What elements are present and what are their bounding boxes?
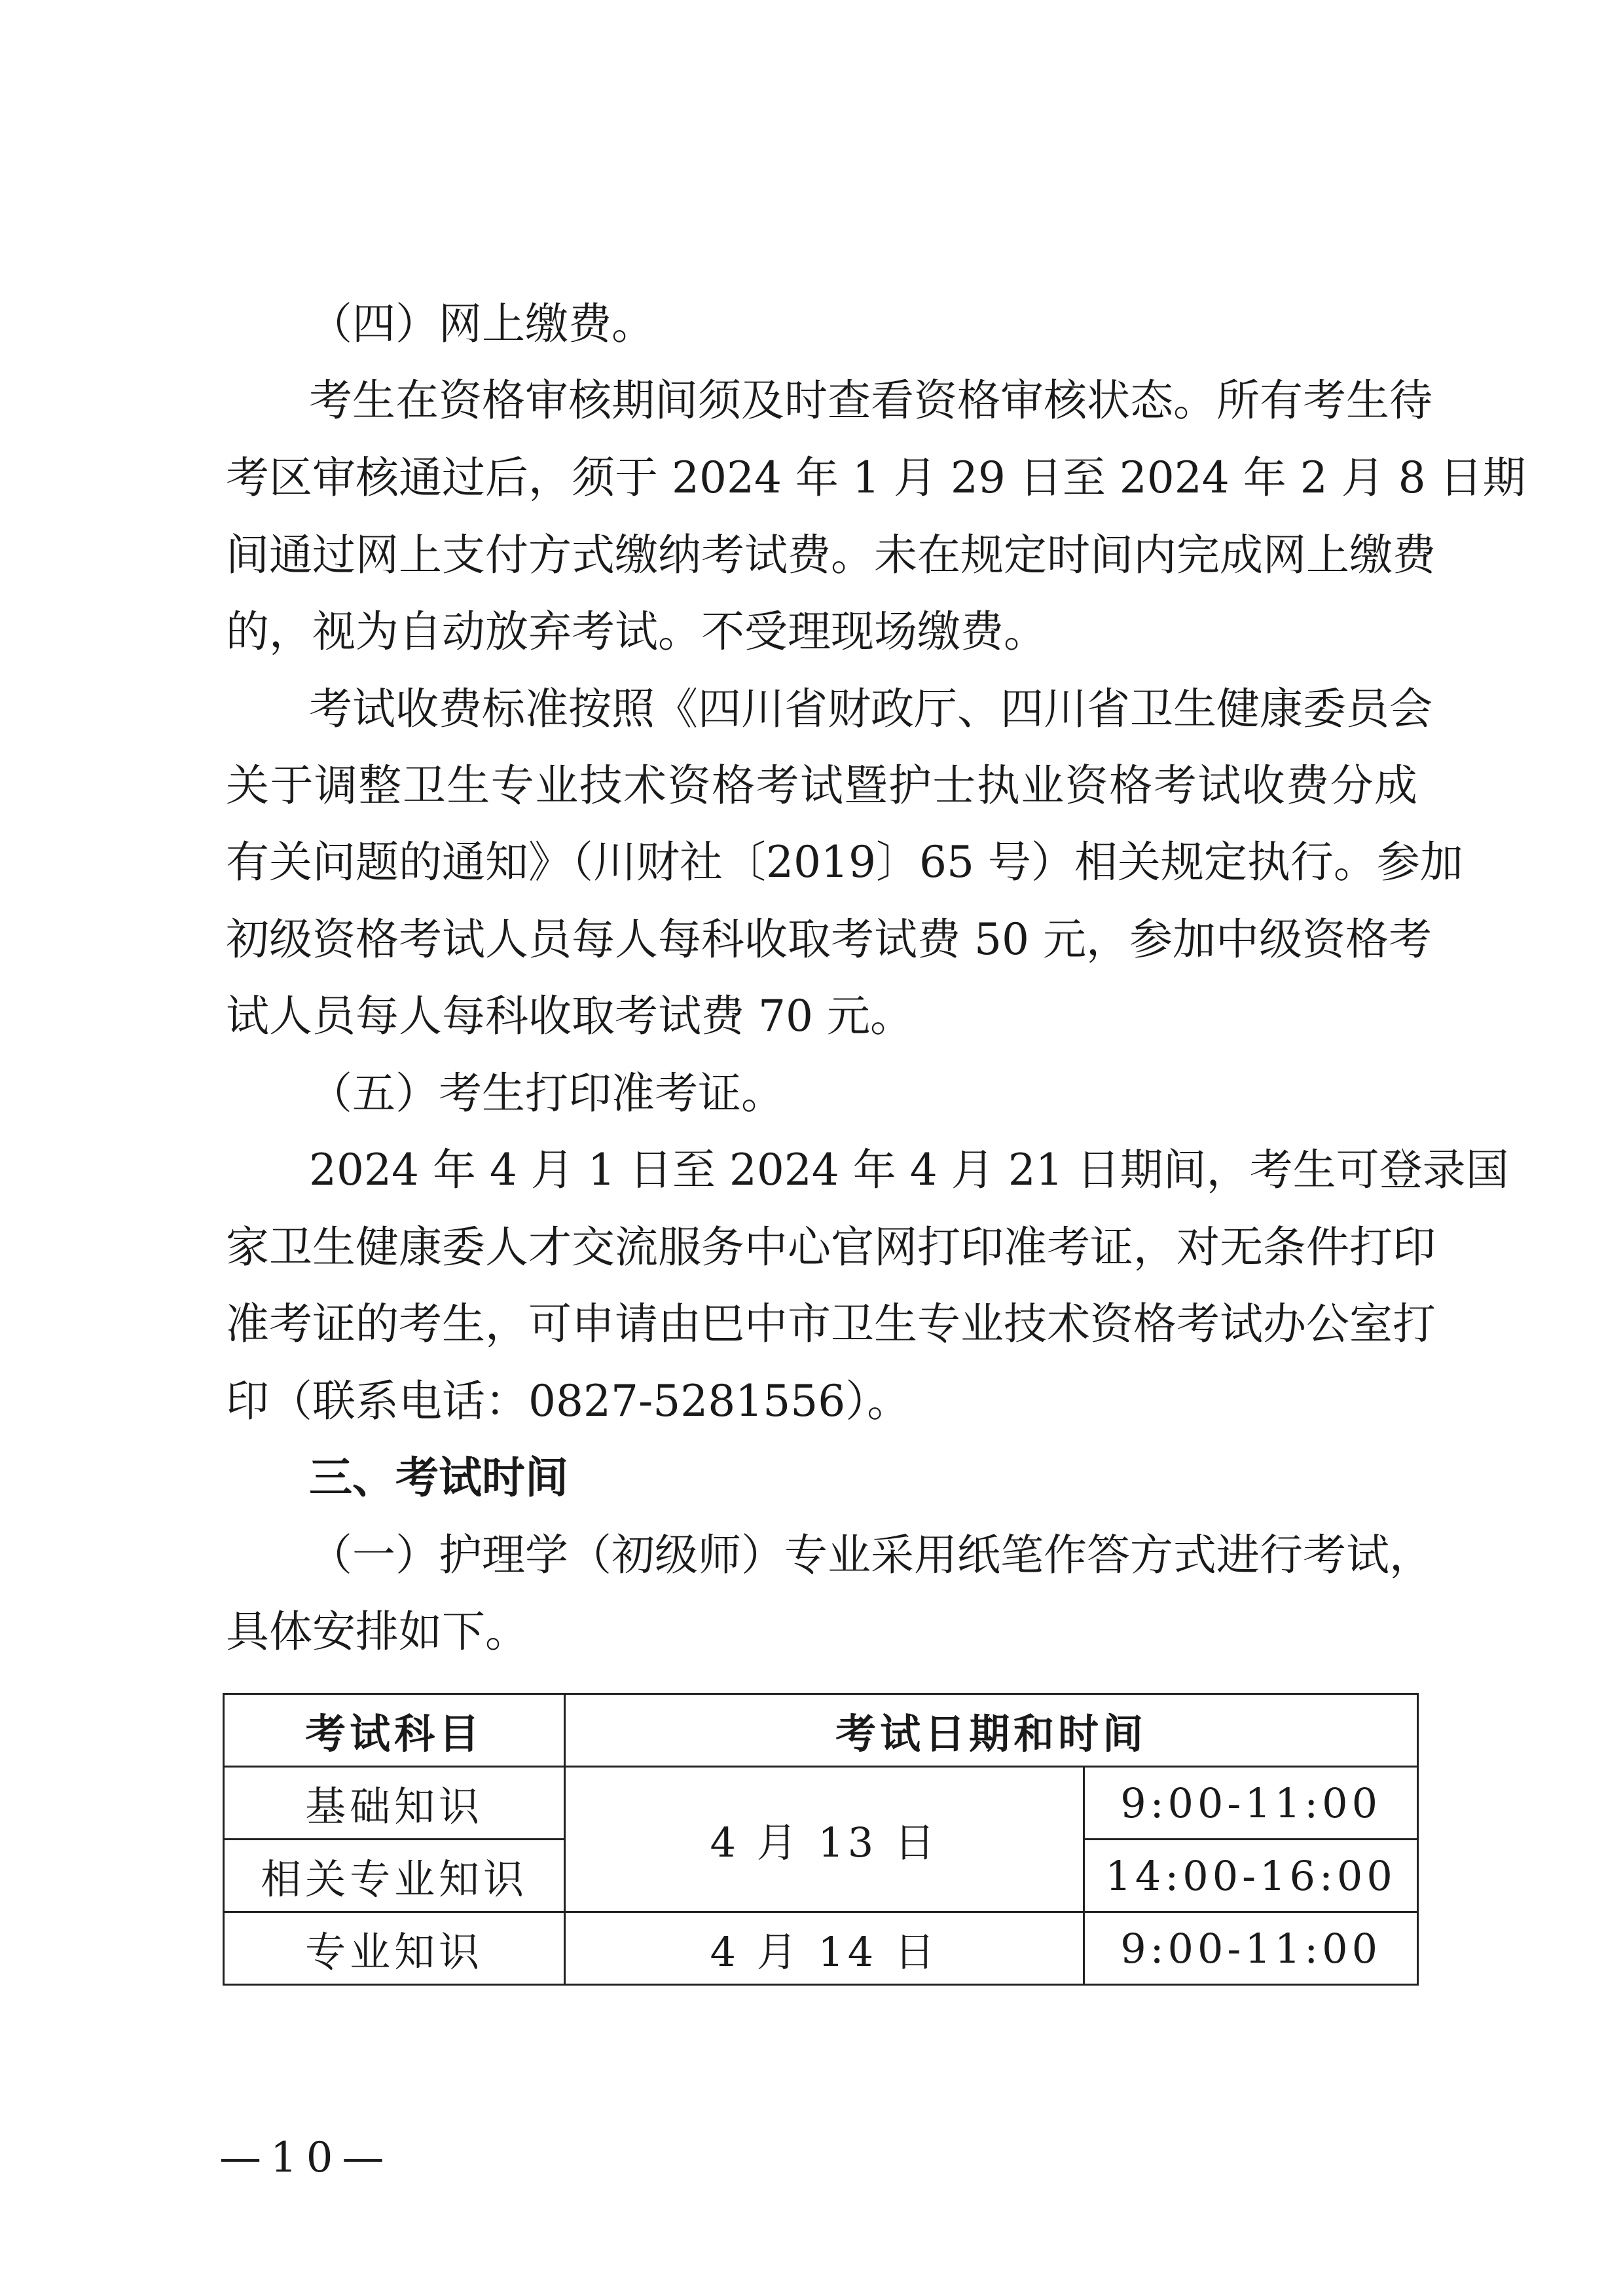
page-number: —10—: [219, 2134, 393, 2182]
paragraph-text: 考区审核通过后，须于 2024 年 1 月 29 日至 2024 年 2 月 8 日期: [226, 453, 1526, 503]
section-three-heading: 三、考试时间: [309, 1453, 568, 1503]
paragraph-text: 2024 年 4 月 1 日至 2024 年 4 月 21 日期间，考生可登录国: [309, 1145, 1509, 1195]
paragraph-text: 考试收费标准按照《四川省财政厅、四川省卫生健康委员会: [309, 684, 1432, 734]
header-subject: 考试科目: [224, 1694, 565, 1767]
paragraph-text: 关于调整卫生专业技术资格考试暨护士执业资格考试收费分成: [226, 760, 1417, 811]
paragraph-text: 的，视为自动放弃考试。不受理现场缴费。: [226, 606, 1047, 657]
exam-schedule-table: [223, 1693, 1419, 1986]
cell-date: 4 月 13 日: [565, 1767, 1084, 1912]
section-five-heading: （五）考生打印准考证。: [309, 1068, 784, 1119]
paragraph-text: 间通过网上支付方式缴纳考试费。未在规定时间内完成网上缴费: [226, 530, 1436, 580]
paragraph-text: 准考证的考生，可申请由巴中市卫生专业技术资格考试办公室打: [226, 1299, 1436, 1349]
paragraph-text: 具体安排如下。: [226, 1606, 528, 1657]
table-row: [224, 1767, 1418, 1840]
cell-subject: 基础知识: [224, 1767, 565, 1840]
cell-time: 9:00-11:00: [1084, 1767, 1418, 1840]
paragraph-text: 试人员每人每科收取考试费 70 元。: [226, 991, 913, 1041]
cell-subject: 相关专业知识: [224, 1840, 565, 1912]
section-four-heading: （四）网上缴费。: [309, 299, 655, 349]
paragraph-text: 印（联系电话：0827-5281556）。: [226, 1376, 911, 1426]
table-header-row: [224, 1694, 1418, 1767]
paragraph-text: 家卫生健康委人才交流服务中心官网打印准考证，对无条件打印: [226, 1222, 1436, 1272]
paragraph-text: 初级资格考试人员每人每科收取考试费 50 元，参加中级资格考: [226, 914, 1432, 965]
cell-date: 4 月 14 日: [565, 1912, 1084, 1985]
cell-subject: 专业知识: [224, 1912, 565, 1985]
paragraph-text: 有关问题的通知》（川财社〔2019〕65 号）相关规定执行。参加: [226, 837, 1463, 887]
paragraph-text: 考生在资格审核期间须及时查看资格审核状态。所有考生待: [309, 375, 1432, 426]
cell-time: 9:00-11:00: [1084, 1912, 1418, 1985]
header-datetime: 考试日期和时间: [565, 1694, 1418, 1767]
table-row: [224, 1912, 1418, 1985]
paragraph-text: （一）护理学（初级师）专业采用纸笔作答方式进行考试，: [309, 1530, 1432, 1580]
cell-time: 14:00-16:00: [1084, 1840, 1418, 1912]
